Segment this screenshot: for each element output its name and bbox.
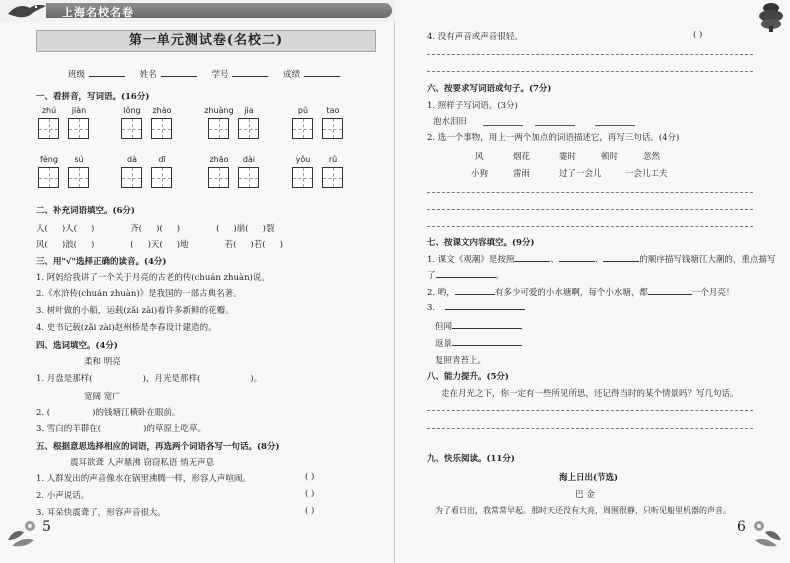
page-number: 5 <box>42 519 51 535</box>
pinyin: lǒng <box>123 106 141 115</box>
name-blank[interactable] <box>161 76 197 77</box>
pinyin: yǒu <box>295 155 311 164</box>
answer-paren[interactable]: ( ) <box>693 30 703 40</box>
char-box[interactable] <box>68 167 89 188</box>
pinyin: tao <box>326 106 340 115</box>
char-box[interactable] <box>68 118 89 139</box>
instruction: 1. 照样子写词语。(3分) <box>427 101 518 111</box>
char-box[interactable] <box>38 167 59 188</box>
answer-line[interactable] <box>427 192 753 193</box>
word-option: 一会儿工夫 <box>625 169 668 179</box>
answer-paren[interactable]: ( ) <box>305 489 315 499</box>
answer-blank[interactable] <box>483 125 523 126</box>
char-box[interactable] <box>151 167 172 188</box>
fill-item-1: 1. 课文《观潮》是按照 、 、 的顺序描写钱塘江大潮的，重点描写 <box>427 255 776 265</box>
word-option: 顿时 <box>601 152 619 162</box>
answer-line[interactable] <box>427 428 753 429</box>
pinyin: zhuàng <box>204 106 234 115</box>
fill-item-3b: 但闻 <box>435 320 522 332</box>
char-box[interactable] <box>238 167 259 188</box>
fill-item-2: 2. ( )的钱塘江横卧在眼前。 <box>36 408 181 418</box>
fill-item-3: 3. <box>427 303 525 313</box>
flower-decoration-icon <box>747 510 785 550</box>
name-label: 姓名 <box>139 70 157 80</box>
pinyin: zhào <box>152 106 172 115</box>
char-box[interactable] <box>121 118 142 139</box>
answer-paren[interactable]: ( ) <box>305 506 315 516</box>
char-box[interactable] <box>238 118 259 139</box>
meaning-item: 3. 耳朵快震聋了，形容声音很大。 <box>36 508 166 518</box>
section-8-title: 八、能力提升。(5分) <box>427 372 509 382</box>
word-choices-2: 宽阔 宽广 <box>84 392 121 402</box>
fill-item-1-cont: 了 。 <box>427 271 505 281</box>
pinyin: rǔ <box>328 155 338 164</box>
char-box[interactable] <box>121 167 142 188</box>
idiom-row-2: 风( )浪( ) ( )天( )地 若( )若( ) <box>36 240 283 250</box>
passage-author: 巴 金 <box>575 490 595 500</box>
reading-item: 2.《水浒传(chuán zhuàn)》是我国的一部古典名著。 <box>36 289 242 299</box>
fill-item-3: 3. 雪白的羊群在( )的草原上吃草。 <box>36 424 206 434</box>
pinyin: zhú <box>41 106 57 115</box>
section-4-title: 四、选词填空。(4分) <box>36 341 118 351</box>
header-banner <box>0 0 395 22</box>
idiom-row-1: 人( )人( ) 齐( )( ) ( )崩( )裂 <box>36 224 275 234</box>
class-blank[interactable] <box>89 76 125 77</box>
reading-item: 4. 史书记载(zǎi zài)赵州桥是李春设计建造的。 <box>36 323 217 333</box>
section-7-title: 七、按课文内容填空。(9分) <box>427 238 535 248</box>
char-box[interactable] <box>292 118 313 139</box>
char-box[interactable] <box>151 118 172 139</box>
instruction: 2. 选一个事物，用上一两个加点的词语描述它，再写三句话。(4分) <box>427 133 680 143</box>
word-option: 小狗 <box>471 169 489 179</box>
fill-item-1: 1. 月盘是那样( )，月光是那样( )。 <box>36 374 263 384</box>
answer-line[interactable] <box>427 71 753 72</box>
header-title: 上海名校名卷 <box>62 6 134 19</box>
pinyin: dài <box>242 155 256 164</box>
pinyin: zhāo <box>209 155 229 164</box>
char-box[interactable] <box>322 118 343 139</box>
idiom-choices: 震耳欲聋 人声鼎沸 窃窃私语 悄无声息 <box>70 458 215 468</box>
prompt-text: 走在月光之下，你一定有一些所见所思，还记得当时的某个情景吗？写几句话。 <box>441 389 739 399</box>
section-3-title: 三、用"√"选择正确的读音。(4分) <box>36 257 167 267</box>
pinyin: dà <box>127 155 137 164</box>
char-box[interactable] <box>208 118 229 139</box>
reading-item: 3. 树叶做的小船，运载(zǎi zài)着许多新鲜的花瓣。 <box>36 306 234 316</box>
example-word: 泡水泪旧 <box>433 117 468 127</box>
char-box[interactable] <box>208 167 229 188</box>
tree-decoration-icon <box>756 0 786 32</box>
section-6-title: 六、按要求写词语或句子。(7分) <box>427 84 552 94</box>
meaning-item: 1. 人群发出的声音像水在锅里沸腾一样，形容人声喧闹。 <box>36 474 251 484</box>
section-9-title: 九、快乐阅读。(11分) <box>427 454 515 464</box>
word-option: 过了一会儿 <box>559 169 602 179</box>
score-label: 成绩 <box>283 70 301 80</box>
passage-title: 海上日出(节选) <box>559 473 619 483</box>
student-id-label: 学号 <box>211 70 229 80</box>
meaning-item: 2. 小声说话。 <box>36 491 90 501</box>
word-option: 霎时 <box>559 152 577 162</box>
answer-line[interactable] <box>427 54 753 55</box>
page-title: 第一单元测试卷(名校二) <box>36 30 376 52</box>
pinyin: sú <box>74 155 84 164</box>
section-5-title: 五、根据意思选择相应的词语，再选两个词语各写一句话。(8分) <box>36 442 280 452</box>
poem-line: 复照青苔上。 <box>435 356 487 366</box>
word-option: 风 <box>475 152 484 162</box>
answer-line[interactable] <box>427 226 753 227</box>
bird-icon <box>6 0 50 22</box>
word-option: 烟花 <box>513 152 531 162</box>
answer-blank[interactable] <box>595 125 635 126</box>
reading-item: 1. 阿妈给我讲了一个关于月亮的古老的传(chuán zhuàn)说。 <box>36 273 270 283</box>
answer-paren[interactable]: ( ) <box>305 472 315 482</box>
right-page <box>395 0 790 563</box>
word-option: 雷雨 <box>513 169 531 179</box>
word-choices-1: 柔和 明亮 <box>84 357 121 367</box>
student-id-blank[interactable] <box>232 76 268 77</box>
student-info-row <box>68 68 352 80</box>
page-number: 6 <box>737 519 746 535</box>
pinyin: pǔ <box>297 106 309 115</box>
pinyin: jiàn <box>71 106 87 115</box>
section-1-title: 一、看拼音，写词语。(16分) <box>36 92 150 102</box>
score-blank[interactable] <box>304 76 340 77</box>
answer-line[interactable] <box>427 209 753 210</box>
char-box[interactable] <box>38 118 59 139</box>
pinyin: dī <box>158 155 166 164</box>
class-label: 班级 <box>68 70 86 80</box>
section-2-title: 二、补充词语填空。(6分) <box>36 206 135 216</box>
word-option: 忽然 <box>643 152 661 162</box>
fill-item-2: 2. 哟， 有多少可爱的小水塘啊，每个小水塘，都 一个月亮！ <box>427 288 735 298</box>
flower-decoration-icon <box>4 510 42 550</box>
pinyin: fèng <box>40 155 58 164</box>
fill-item-3c: 返景 <box>435 337 522 349</box>
passage-body: 为了看日出，我常常早起。那时天还没有大亮，周围很静，只听见船里机器的声音。 <box>435 506 731 515</box>
meaning-item: 4. 没有声音或声音很轻。 <box>427 32 523 42</box>
answer-blank[interactable] <box>535 125 575 126</box>
char-box[interactable] <box>322 167 343 188</box>
char-box[interactable] <box>292 167 313 188</box>
answer-line[interactable] <box>427 410 753 411</box>
pinyin: jìa <box>244 106 254 115</box>
